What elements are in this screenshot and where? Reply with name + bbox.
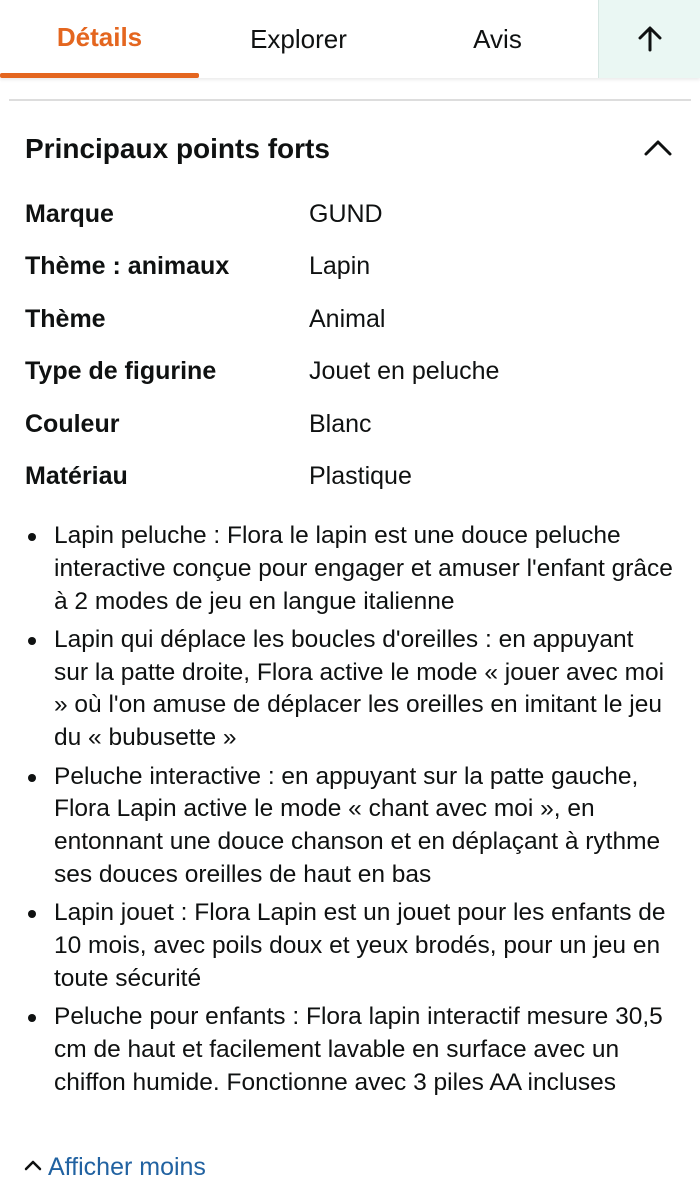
attribute-row <box>25 305 675 357</box>
attribute-key: Thème <box>25 304 106 333</box>
attribute-value: Plastique <box>309 461 412 490</box>
scroll-top-button[interactable] <box>598 0 700 78</box>
attribute-row <box>25 357 675 409</box>
chevron-up-icon <box>24 1159 42 1171</box>
bullet-dot <box>28 774 36 782</box>
bullet-text: Lapin jouet : Flora Lapin est un jouet pour les enfants de 10 mois, avec poils doux et yeux brodés, pour un jeu en toute sécurité <box>54 899 666 992</box>
active-tab-indicator <box>0 73 199 78</box>
attribute-value: Blanc <box>309 409 372 438</box>
bullet-dot <box>28 637 36 645</box>
tab-avis[interactable] <box>398 0 597 78</box>
attribute-value: Jouet en peluche <box>309 357 500 386</box>
show-less-link[interactable] <box>24 1153 206 1182</box>
bullet-text: Lapin qui déplace les boucles d'oreilles : en appuyant sur la patte droite, Flora active le mode « jouer avec moi » où l'on amuse de déplacer les oreilles en imitant le jeu du « bubusette » <box>54 625 665 752</box>
bullet-dot <box>28 533 36 541</box>
list-item <box>24 897 674 995</box>
attribute-value: Lapin <box>309 252 371 281</box>
attribute-key: Matériau <box>25 461 128 490</box>
bullet-text: Peluche interactive : en appuyant sur la patte gauche, Flora Lapin active le mode « chant avec moi », en entonnant une douce chanson et en déplaçant à rythme ses douces oreilles de haut en bas <box>54 762 661 888</box>
feature-bullets <box>24 520 674 1105</box>
attribute-key: Thème : animaux <box>25 252 230 281</box>
bullet-dot <box>28 1014 36 1022</box>
tab-bar <box>0 0 700 78</box>
tab-explorer-label: Explorer <box>250 24 347 54</box>
list-item <box>24 520 674 618</box>
arrow-up-icon <box>637 26 663 52</box>
attribute-key: Couleur <box>25 409 120 438</box>
show-less-label: Afficher moins <box>48 1153 206 1181</box>
attributes-table <box>25 200 675 514</box>
divider <box>9 99 691 101</box>
chevron-up-icon[interactable] <box>643 137 673 157</box>
attribute-row <box>25 200 675 252</box>
bullet-text: Peluche pour enfants : Flora lapin interactif mesure 30,5 cm de haut et facilement lavable en surface avec un chiffon humide. Fonctionne avec 3 piles AA incluses <box>54 1003 663 1096</box>
tab-explorer[interactable] <box>199 0 398 78</box>
attribute-row <box>25 252 675 304</box>
list-item <box>24 761 674 892</box>
attribute-key: Type de figurine <box>25 357 217 386</box>
section-title: Principaux points forts <box>25 133 330 164</box>
tab-details-label: Détails <box>56 22 143 52</box>
bullet-text: Lapin peluche : Flora le lapin est une douce peluche interactive conçue pour engager et amuser l'enfant grâce à 2 modes de jeu en langue italienne <box>54 522 673 615</box>
list-item <box>24 1001 674 1099</box>
list-item <box>24 624 674 755</box>
bullet-dot <box>28 910 36 918</box>
tab-details[interactable] <box>0 0 199 78</box>
attribute-row <box>25 462 675 514</box>
attribute-key: Marque <box>25 200 114 228</box>
tab-avis-label: Avis <box>473 24 522 54</box>
attribute-value: Animal <box>309 304 386 333</box>
attribute-value: GUND <box>309 200 383 228</box>
attribute-row <box>25 410 675 462</box>
